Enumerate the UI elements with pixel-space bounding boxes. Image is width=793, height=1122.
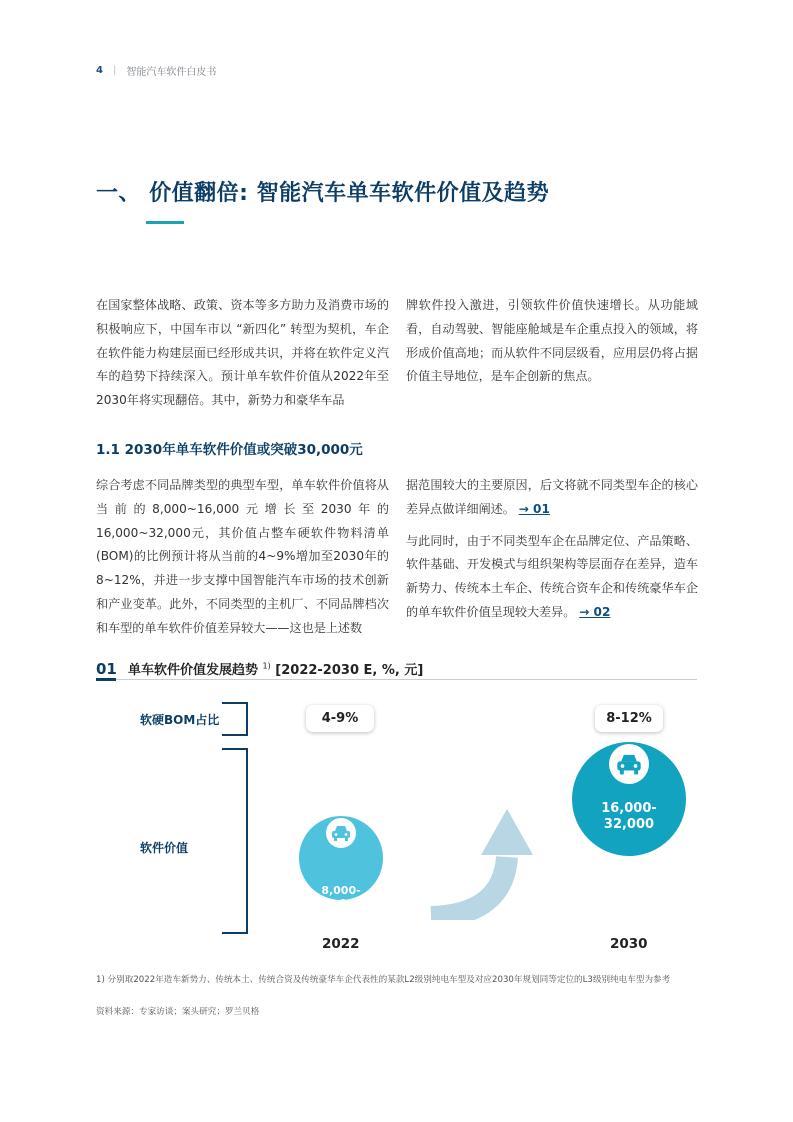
document-title: 智能汽车软件白皮书 [126, 67, 217, 78]
bom-share-2022: 4-9% [306, 705, 374, 732]
software-value-bubble-2022 [299, 816, 383, 910]
source-note: 资料来源：专家访谈；案头研究；罗兰贝格 [96, 1007, 260, 1017]
exhibit-header [96, 658, 697, 680]
car-icon [609, 744, 649, 784]
exhibit-title [128, 659, 423, 678]
body-right-paragraph-1 [406, 474, 698, 522]
software-value-bubble-2030 [572, 742, 686, 856]
exhibit-title-main: 单车软件价值发展趋势 [128, 663, 259, 678]
body-right-text-2: 与此同时，由于不同类型车企在品牌定位、产品策略、软件基础、开发模式与组织架构等层面存在差异，造车新势力、传统本土车企、传统合资车企和传统豪华车企的单车软件价值呈现较大差异。 [406, 533, 698, 619]
running-header [96, 63, 216, 78]
intro-left-text: 在国家整体战略、政策、资本等多方助力及消费市场的积极响应下，中国车市以 “新四化” 转型为契机，车企在软件能力构建层面已经形成共识，并将在软件定义汽车的趋势下持续深入。预计单车软件价值从2022年至2030年将实现翻倍。其中，新势力和豪华车品 [96, 298, 389, 408]
exhibit-title-footnote-mark: 1) [262, 661, 271, 671]
car-icon [326, 818, 356, 848]
body-right-text-1: 据范围较大的主要原因，后文将就不同类型车企的核心差异点做详细阐述。 [406, 478, 698, 516]
intro-left-column [96, 294, 389, 413]
exhibit-number: 01 [96, 659, 117, 678]
bom-row-bracket [222, 702, 248, 736]
exhibit-01-link[interactable]: → 01 [518, 501, 550, 516]
year-label-2022: 2022 [322, 936, 360, 952]
body-right-column [406, 474, 698, 625]
exhibit-accent-bar [96, 678, 116, 681]
exhibit-footnote: 1) 分别取2022年造车新势力、传统本土、传统合资及传统豪华车企代表性的某款L2级别纯电车型及对应2030年规划同等定位的L3级别纯电车型为参考 [96, 975, 671, 985]
bom-share-2030: 8-12% [595, 705, 663, 732]
intro-right-text: 牌软件投入激进，引领软件价值快速增长。从功能域看，自动驾驶、智能座舱域是车企重点投入的领域，将形成价值高地；而从软件不同层级看，应用层仍将占据价值主导地位，是车企创新的焦点。 [406, 298, 698, 384]
section-title: 一、 价值翻倍: 智能汽车单车软件价值及趋势 [96, 181, 550, 206]
software-value-2022: 8,000- 16,000 [319, 884, 363, 910]
growth-arrow-icon [425, 805, 555, 920]
header-separator: | [112, 65, 117, 76]
exhibit-title-suffix: [2022-2030 E, %, 元] [270, 663, 424, 678]
title-underline [146, 221, 184, 224]
page-number: 4 [96, 65, 103, 76]
body-left-text: 综合考虑不同品牌类型的典型车型，单车软件价值将从当前的8,000~16,000元增长至2030年的16,000~32,000元，其价值占整车硬软件物料清单(BOM)的比例预计将从当前的4~9%增加至2030年的8~12%，并进一步支撑中国智能汽车市场的技术创新和产业变革。此外，不同类型的主机厂、不同品牌档次和车型的单车软件价值差异较大——这也是上述数 [96, 478, 389, 635]
year-label-2030: 2030 [610, 936, 648, 952]
row-label-software-value: 软件价值 [140, 841, 189, 855]
body-left-column [96, 474, 389, 641]
subsection-title: 1.1 2030年单车软件价值或突破30,000元 [96, 442, 363, 458]
row-label-bom-share: 软硬BOM占比 [140, 713, 220, 727]
body-right-paragraph-2 [406, 530, 698, 625]
exhibit-02-link[interactable]: → 02 [579, 604, 611, 619]
software-value-2030: 16,000- 32,000 [601, 801, 657, 832]
value-row-bracket [222, 748, 248, 934]
intro-right-column [406, 294, 698, 389]
